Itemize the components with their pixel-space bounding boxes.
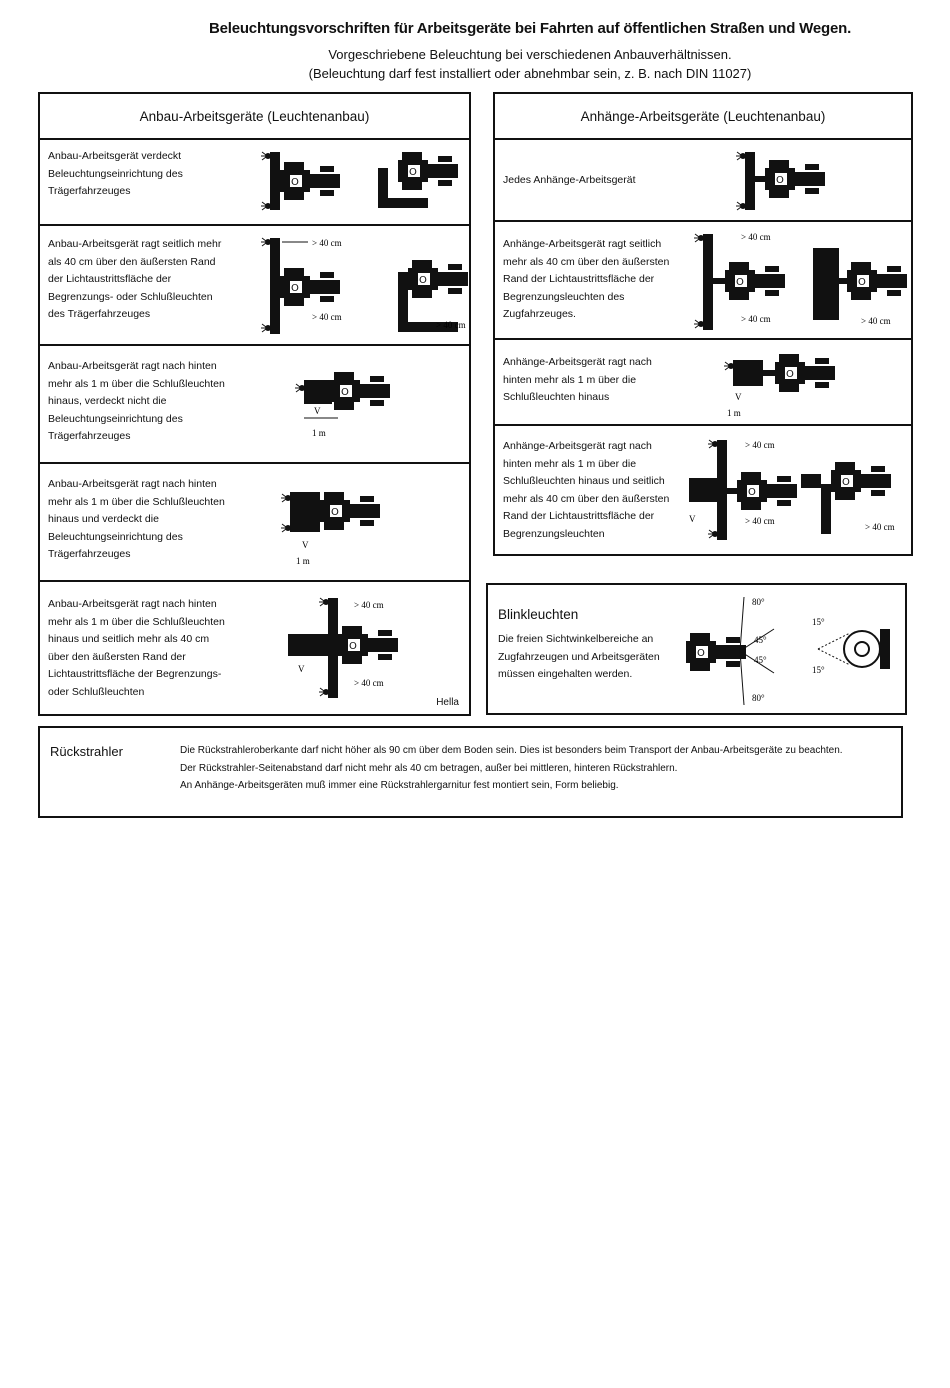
angle-label: 15° (812, 665, 825, 675)
dim-label: > 40 cm (745, 516, 775, 526)
angle-label: 45° (754, 655, 767, 665)
tractor-figure-icon (280, 482, 420, 572)
page-title: Beleuchtungsvorschriften für Arbeitsgeräte bei Fahrten auf öffentlichen Straßen und Wegen. (208, 20, 852, 37)
wheel-angle-icon (810, 611, 898, 681)
rueck-panel (38, 726, 903, 818)
anbau-row-4-text: Anbau-Arbeitsgerät ragt nach hinten mehr als 1 m über die Schlußleuchten hinaus und verdeckt die Beleuchtungseinrichtung des Trägerfahrzeuges (48, 478, 225, 560)
anhaenge-row-1 (495, 138, 911, 222)
rueck-title: Rückstrahler (50, 744, 123, 759)
anbau-row-1-text: Anbau-Arbeitsgerät verdeckt Beleuchtungseinrichtung des Trägerfahrzeuges (48, 150, 183, 197)
dim-label: > 40 cm (312, 312, 342, 322)
tractor-figure-icon (258, 232, 468, 340)
dim-label: V (314, 406, 321, 416)
anbau-row-1 (40, 138, 469, 226)
dim-label: > 40 cm (354, 600, 384, 610)
anbau-row-3-text: Anbau-Arbeitsgerät ragt nach hinten mehr als 1 m über die Schlußleuchten hinaus, verdeckt nicht die Beleuchtungseinrichtung des Trägerfahrzeuges (48, 360, 225, 442)
dim-label: > 40 cm (745, 440, 775, 450)
anhaenge-heading: Anhänge-Arbeitsgeräte (Leuchtenanbau) (495, 94, 911, 140)
anbau-row-5-text: Anbau-Arbeitsgerät ragt nach hinten mehr als 1 m über die Schlußleuchten hinaus und seitlich mehr als 40 cm über den äußersten Rand der Lichtaustrittsfläche der Begrenzungs- oder Schlußleuchten (48, 598, 225, 698)
anbau-panel (38, 92, 471, 716)
dim-label: V (735, 392, 742, 402)
page-subtitle-note: (Beleuchtung darf fest installiert oder abnehmbar sein, z. B. nach DIN 11027) (308, 66, 752, 81)
anbau-heading: Anbau-Arbeitsgeräte (Leuchtenanbau) (40, 94, 469, 140)
signal-angle-icon (684, 593, 794, 711)
dim-label: V (689, 514, 696, 524)
dim-label: V (302, 540, 309, 550)
angle-label: 80° (752, 597, 765, 607)
tractor-figure-icon (290, 364, 420, 454)
dim-label: V (298, 664, 305, 674)
dim-label: > 40 cm (436, 320, 466, 330)
tractor-figure-icon (715, 346, 835, 424)
anbau-row-4 (40, 464, 469, 582)
brand-label: Hella (436, 697, 459, 708)
anbau-row-2-text: Anbau-Arbeitsgerät ragt seitlich mehr als 40 cm über den äußersten Rand der Lichtaustrittsfläche der Begrenzungs- oder Schlußleuchten des Trägerfahrzeuges (48, 238, 222, 320)
page-subtitle: Vorgeschriebene Beleuchtung bei verschiedenen Anbauverhältnissen. (328, 47, 732, 62)
rueck-line-1: Die Rückstrahleroberkante darf nicht höher als 90 cm über dem Boden sein. Dies ist besonders beim Transport der Anbau-Arbeitsgeräte zu beachten. (180, 745, 843, 756)
dim-label: 1 m (296, 556, 310, 566)
anhaenge-row-3-text: Anhänge-Arbeitsgerät ragt nach hinten mehr als 1 m über die Schlußleuchten hinaus (503, 356, 652, 403)
rueck-line-2: Der Rückstrahler-Seitenabstand darf nicht mehr als 40 cm betragen, außer bei mittleren, hinteren Rückstrahlern. (180, 762, 678, 774)
anhaenge-row-4-text: Anhänge-Arbeitsgerät ragt nach hinten mehr als 1 m über die Schlußleuchten hinaus und seitlich mehr als 40 cm über den äußersten Rand der Lichtaustrittsfläche der Begrenzungsleuchten (503, 440, 670, 540)
blink-panel (486, 583, 907, 715)
tractor-figure-icon (685, 228, 910, 336)
anbau-row-5 (40, 582, 469, 714)
anhaenge-row-3 (495, 340, 911, 426)
angle-label: 45° (754, 635, 767, 645)
rueck-line-3: An Anhänge-Arbeitsgeräten muß immer eine Rückstrahlergarnitur fest montiert sein, Form beliebig. (180, 780, 619, 791)
anbau-row-3 (40, 346, 469, 464)
dim-label: > 40 cm (865, 522, 895, 532)
rueck-text (180, 742, 920, 795)
dim-label: > 40 cm (354, 678, 384, 688)
dim-label: 1 m (312, 428, 326, 438)
dim-label: > 40 cm (861, 316, 891, 326)
anhaenge-row-1-text: Jedes Anhänge-Arbeitsgerät (503, 174, 636, 186)
angle-label: 15° (812, 617, 825, 627)
dim-label: > 40 cm (741, 314, 771, 324)
blink-text: Die freien Sichtwinkelbereiche an Zugfahrzeugen und Arbeitsgeräten müssen eingehalten werden. (498, 633, 660, 680)
anhaenge-row-4 (495, 426, 911, 554)
anhaenge-panel (493, 92, 913, 556)
dim-label: > 40 cm (741, 232, 771, 242)
tractor-figure-icon (681, 434, 911, 546)
tractor-figure-icon (278, 592, 458, 702)
angle-label: 80° (752, 693, 765, 703)
tractor-figure-icon (258, 148, 463, 216)
dim-label: 1 m (727, 408, 741, 418)
anhaenge-row-2 (495, 222, 911, 340)
dim-label: > 40 cm (312, 238, 342, 248)
tractor-figure-icon (735, 146, 835, 216)
blink-title: Blinkleuchten (498, 607, 579, 622)
anhaenge-row-2-text: Anhänge-Arbeitsgerät ragt seitlich mehr als 40 cm über den äußersten Rand der Lichtaustrittsfläche der Begrenzungsleuchten des Zugfahrzeuges. (503, 238, 670, 320)
anbau-row-2 (40, 226, 469, 346)
